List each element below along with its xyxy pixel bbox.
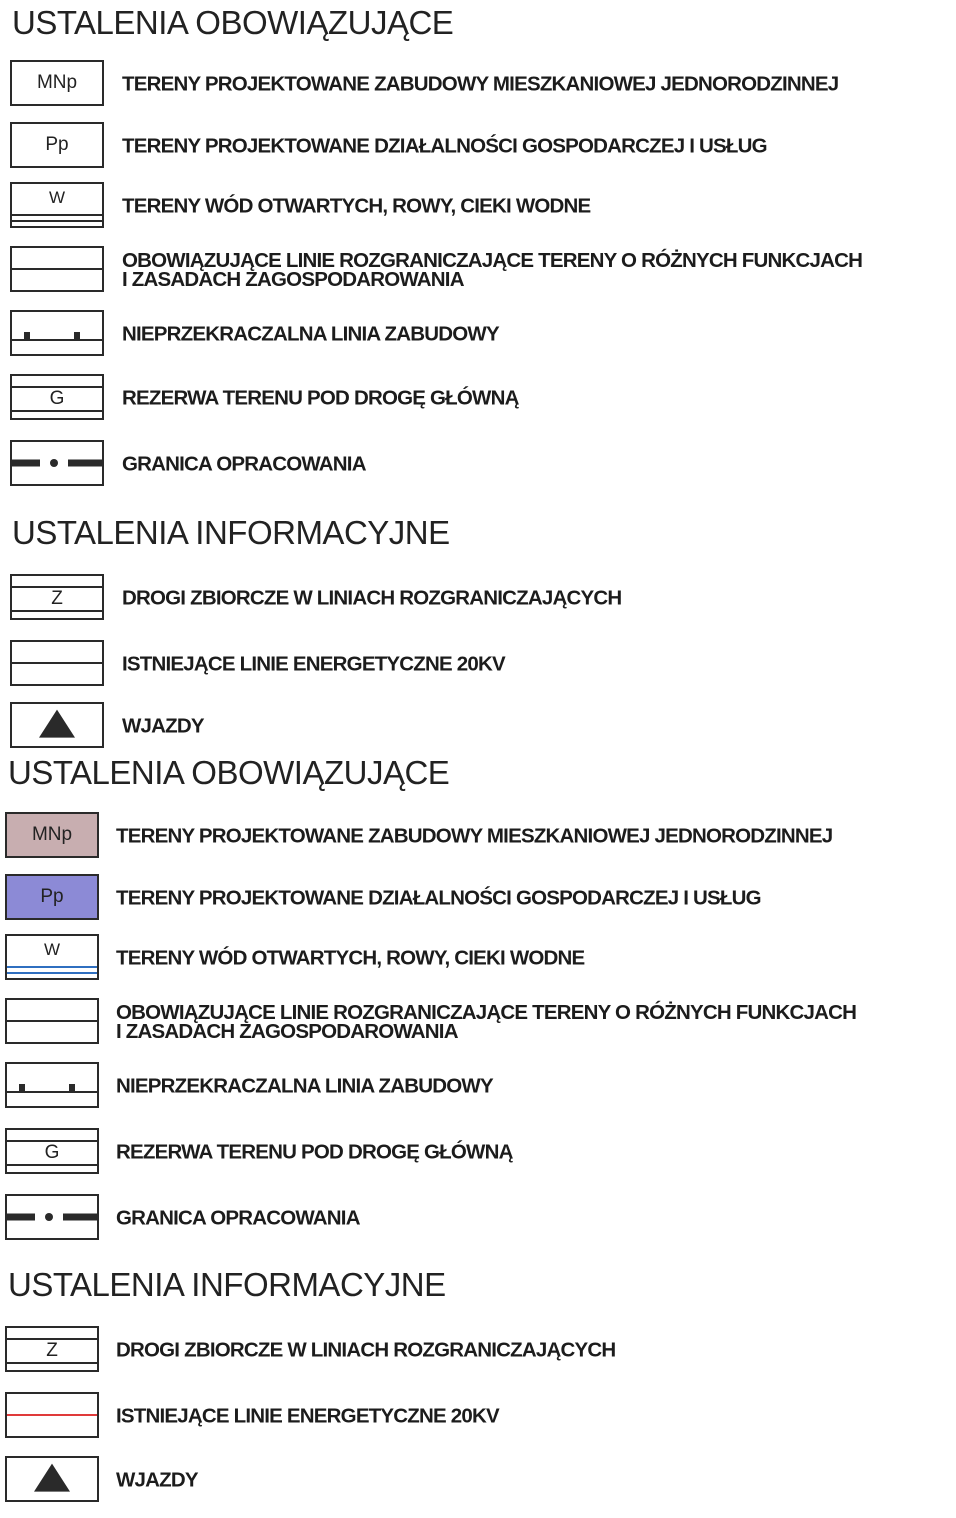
g-label-2: REZERWA TERENU POD DROGĘ GŁÓWNĄ bbox=[116, 1140, 513, 1164]
pp-symbol-2 bbox=[5, 874, 99, 920]
granica-dot-2 bbox=[45, 1213, 53, 1221]
legend-item-pp-2 bbox=[0, 874, 956, 922]
legend-item-z bbox=[0, 574, 956, 622]
triangle-icon bbox=[39, 710, 75, 738]
energetyczne-symbol-2 bbox=[5, 1392, 99, 1438]
legend-item-g-2 bbox=[0, 1128, 956, 1176]
granica-label: GRANICA OPRACOWANIA bbox=[122, 452, 366, 476]
z-code-2: Z bbox=[46, 1340, 58, 1361]
mnp-label-2: TERENY PROJEKTOWANE ZABUDOWY MIESZKANIOWEJ JEDNORODZINNEJ bbox=[116, 824, 833, 848]
rozgraniczajace-label-2-line1: OBOWIĄZUJĄCE LINIE ROZGRANICZAJĄCE TERENY O RÓŻNYCH FUNKCJACH bbox=[116, 1001, 857, 1024]
g-line-bottom bbox=[12, 410, 102, 412]
granica-segment-2-1 bbox=[7, 1214, 35, 1221]
g-line-bottom-2 bbox=[7, 1164, 97, 1166]
w-code: W bbox=[48, 188, 66, 207]
linia-zabudowy-symbol bbox=[10, 310, 104, 356]
pp-symbol bbox=[10, 122, 104, 168]
section-title-informacyjne-2: USTALENIA INFORMACYJNE bbox=[8, 1266, 446, 1303]
rozgraniczajace-line bbox=[12, 268, 102, 270]
legend-item-mnp bbox=[0, 60, 956, 108]
w-symbol-2 bbox=[5, 934, 99, 980]
rozgraniczajace-label-2-line2: I ZASADACH ZAGOSPODAROWANIA bbox=[116, 1020, 458, 1043]
pp-label-2: TERENY PROJEKTOWANE DZIAŁALNOŚCI GOSPODARCZEJ I USŁUG bbox=[116, 886, 761, 910]
rozgraniczajace-label-2 bbox=[116, 1003, 856, 1041]
legend-item-linia-zabudowy bbox=[0, 310, 956, 358]
linia-zabudowy-label: NIEPRZEKRACZALNA LINIA ZABUDOWY bbox=[122, 322, 499, 346]
legend-item-w bbox=[0, 182, 956, 230]
granica-symbol-2 bbox=[5, 1194, 99, 1240]
z-line-bottom-2 bbox=[7, 1362, 97, 1364]
section-title-obowiazujace: USTALENIA OBOWIĄZUJĄCE bbox=[12, 4, 454, 41]
section-title-informacyjne: USTALENIA INFORMACYJNE bbox=[12, 514, 450, 551]
legend-item-mnp-2 bbox=[0, 812, 956, 860]
w-code-2: W bbox=[43, 940, 61, 959]
legend-item-z-2 bbox=[0, 1326, 956, 1374]
energetyczne-label: ISTNIEJĄCE LINIE ENERGETYCZNE 20KV bbox=[122, 652, 505, 676]
w-label-2: TERENY WÓD OTWARTYCH, ROWY, CIEKI WODNE bbox=[116, 946, 585, 970]
w-symbol bbox=[10, 182, 104, 228]
legend-item-pp bbox=[0, 122, 956, 170]
mnp-symbol bbox=[10, 60, 104, 106]
mnp-symbol-2 bbox=[5, 812, 99, 858]
pp-code: Pp bbox=[45, 134, 69, 155]
linia-zabudowy-tick-2-2 bbox=[69, 1084, 75, 1092]
legend-item-energetyczne-2 bbox=[0, 1392, 956, 1440]
legend-item-energetyczne bbox=[0, 640, 956, 688]
wjazdy-label-2: WJAZDY bbox=[116, 1468, 198, 1492]
linia-zabudowy-tick-2 bbox=[74, 332, 80, 340]
rozgraniczajace-label-line1: OBOWIĄZUJĄCE LINIE ROZGRANICZAJĄCE TERENY O RÓŻNYCH FUNKCJACH bbox=[122, 249, 863, 272]
legend-item-linia-zabudowy-2 bbox=[0, 1062, 956, 1110]
energetyczne-symbol bbox=[10, 640, 104, 686]
legend-item-wjazdy-2 bbox=[0, 1456, 956, 1504]
g-code-2: G bbox=[44, 1142, 60, 1163]
rozgraniczajace-symbol bbox=[10, 246, 104, 292]
g-symbol bbox=[10, 374, 104, 420]
wjazdy-symbol-2 bbox=[5, 1456, 99, 1502]
g-symbol-2 bbox=[5, 1128, 99, 1174]
linia-zabudowy-tick-2-1 bbox=[19, 1084, 25, 1092]
wjazdy-symbol bbox=[10, 702, 104, 748]
granica-segment-2 bbox=[68, 460, 102, 467]
w-line-2-1 bbox=[7, 966, 97, 968]
linia-zabudowy-tick-1 bbox=[24, 332, 30, 340]
mnp-code-2: MNp bbox=[31, 824, 73, 845]
energetyczne-label-2: ISTNIEJĄCE LINIE ENERGETYCZNE 20KV bbox=[116, 1404, 499, 1428]
section-title-obowiazujace-2: USTALENIA OBOWIĄZUJĄCE bbox=[8, 754, 450, 791]
granica-symbol bbox=[10, 440, 104, 486]
legend-item-w-2 bbox=[0, 934, 956, 982]
rozgraniczajace-label-line2: I ZASADACH ZAGOSPODAROWANIA bbox=[122, 268, 464, 291]
w-label: TERENY WÓD OTWARTYCH, ROWY, CIEKI WODNE bbox=[122, 194, 591, 218]
granica-segment-2-2 bbox=[63, 1214, 97, 1221]
w-line-1 bbox=[12, 214, 102, 216]
linia-zabudowy-symbol-2 bbox=[5, 1062, 99, 1108]
mnp-code: MNp bbox=[36, 72, 78, 93]
energetyczne-line bbox=[12, 662, 102, 664]
w-line-2 bbox=[12, 220, 102, 222]
g-label: REZERWA TERENU POD DROGĘ GŁÓWNĄ bbox=[122, 386, 519, 410]
legend-item-linie-rozgraniczajace bbox=[0, 246, 956, 294]
g-code: G bbox=[49, 388, 65, 409]
legend-item-g bbox=[0, 374, 956, 422]
w-line-2-2 bbox=[7, 972, 97, 974]
pp-code-2: Pp bbox=[40, 886, 64, 907]
z-label: DROGI ZBIORCZE W LINIACH ROZGRANICZAJĄCYCH bbox=[122, 586, 622, 610]
energetyczne-line-2 bbox=[7, 1414, 97, 1416]
z-code: Z bbox=[51, 588, 63, 609]
rozgraniczajace-label bbox=[122, 251, 862, 289]
triangle-icon-2 bbox=[34, 1464, 70, 1492]
pp-label: TERENY PROJEKTOWANE DZIAŁALNOŚCI GOSPODARCZEJ I USŁUG bbox=[122, 134, 767, 158]
z-label-2: DROGI ZBIORCZE W LINIACH ROZGRANICZAJĄCYCH bbox=[116, 1338, 616, 1362]
z-line-bottom bbox=[12, 610, 102, 612]
rozgraniczajace-line-2 bbox=[7, 1020, 97, 1022]
linia-zabudowy-label-2: NIEPRZEKRACZALNA LINIA ZABUDOWY bbox=[116, 1074, 493, 1098]
granica-label-2: GRANICA OPRACOWANIA bbox=[116, 1206, 360, 1230]
legend-item-linie-rozgraniczajace-2 bbox=[0, 998, 956, 1046]
z-symbol-2 bbox=[5, 1326, 99, 1372]
mnp-label: TERENY PROJEKTOWANE ZABUDOWY MIESZKANIOWEJ JEDNORODZINNEJ bbox=[122, 72, 839, 96]
granica-segment-1 bbox=[12, 460, 40, 467]
legend-item-granica-2 bbox=[0, 1194, 956, 1242]
legend-item-granica bbox=[0, 440, 956, 488]
rozgraniczajace-symbol-2 bbox=[5, 998, 99, 1044]
z-symbol bbox=[10, 574, 104, 620]
wjazdy-label: WJAZDY bbox=[122, 714, 204, 738]
granica-dot bbox=[50, 459, 58, 467]
legend-item-wjazdy bbox=[0, 702, 956, 750]
